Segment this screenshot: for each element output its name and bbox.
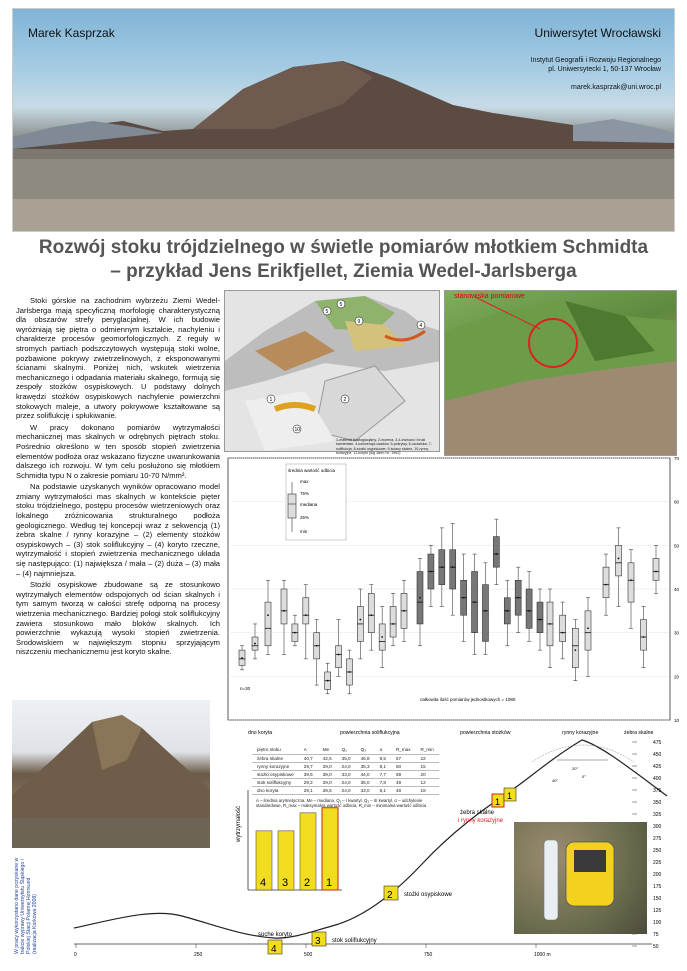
terrain-label: stanowiska pomiarowe: [454, 293, 525, 300]
zone-marker-1b: [504, 788, 516, 801]
table-cell: 12: [416, 778, 439, 786]
table-cell: 35,0: [337, 754, 356, 762]
svg-text:4: 4: [419, 323, 423, 329]
n-label: n=30: [240, 686, 251, 691]
table-header-cell: σ: [375, 746, 391, 754]
zone-marker-4: [268, 940, 282, 955]
table-cell: 29,2: [299, 778, 318, 786]
svg-text:5: 5: [325, 309, 329, 315]
paragraph: Na podstawie uzyskanych wyników opracowano model zmiany wytrzymałości mas skalnych w kontekście pięter stoku trójdzielnego, postępu procesów wietrzeniowych oraz lokalnego zróżnicowania strukturalnego podłoża geologicznego. Według tej koncepcji wraz z sekwencją (1) żebra skalne / rynny korazyjne – (2) elementy stożków osypiskowych – (3) stok soliflukcyjny – (4) koryto rzeczne, wytrzymałość i stopień zwietrzenia mechanicznego układa się następująco: (1) największa / mała – (2) duża – (3) mała – (4) najmniejsza.: [16, 482, 220, 578]
table-cell: 33,0: [356, 786, 375, 794]
university-name: Uniwersytet Wrocławski: [534, 26, 661, 40]
author-email: marek.kasprzak@uni.wroc.pl: [571, 84, 661, 91]
stats-footnote: A – średnia arytmetyczna, Me – mediana, Q₁ – I kwartyl, Q₃ – III kwartyl, σ – odchylenie standardowe, R_max – maksymalna wartość odbicia, R_min – minimalna wartość odbicia: [256, 798, 427, 809]
strength-bar-label: 1: [326, 877, 333, 889]
profile-y-tick: 100: [653, 920, 662, 926]
table-cell: 28,5: [318, 786, 337, 794]
table-cell: 50: [391, 762, 416, 770]
body-text: [16, 296, 220, 659]
strength-bar-label: 4: [260, 877, 267, 889]
table-header-cell: A: [299, 746, 318, 754]
street-address: pl. Uniwersytecki 1, 50-137 Wrocław: [548, 66, 661, 73]
group-label: powierzchnia stożków: [460, 730, 511, 736]
box-plot-chart: [220, 452, 683, 742]
mountain-illustration: [13, 9, 675, 232]
group-label: żebra skalne: [624, 730, 654, 736]
zone1b-label: i rynny korazyjne: [458, 818, 504, 824]
legend-q25: 25%: [300, 515, 310, 520]
profile-x-tick: 750: [424, 952, 433, 958]
table-cell: 33,0: [337, 770, 356, 778]
legend-median: mediana: [300, 502, 318, 507]
table-row: [252, 762, 439, 770]
compass-angle: 40°: [552, 778, 559, 783]
svg-text:2: 2: [387, 890, 393, 901]
table-header-cell: piętro stoku: [252, 746, 299, 754]
table-cell: dno koryta: [252, 786, 299, 794]
table-cell: żebra skalne: [252, 754, 299, 762]
table-cell: 59: [391, 770, 416, 778]
table-header-cell: Q₁: [337, 746, 356, 754]
table-row: [252, 770, 439, 778]
stats-table: [252, 746, 439, 795]
y-tick-label: 40: [674, 587, 680, 592]
table-cell: 40,7: [299, 754, 318, 762]
profile-x-tick: 500: [304, 952, 313, 958]
table-cell: 18: [416, 786, 439, 794]
y-tick-label: 10: [674, 718, 680, 723]
table-cell: 24,0: [337, 778, 356, 786]
table-cell: 24,0: [337, 786, 356, 794]
profile-y-tick: 225: [653, 860, 662, 866]
profile-y-tick: 325: [653, 812, 662, 818]
group-label: powierzchnia soliflukcyjna: [340, 730, 400, 736]
profile-y-tick: 375: [653, 788, 662, 794]
institute-name: Instytut Geografii i Rozwoju Regionalnego: [530, 57, 661, 64]
table-row: [252, 754, 439, 762]
profile-y-tick: 400: [653, 776, 662, 782]
table-cell: 39,5: [299, 770, 318, 778]
table-cell: 48: [391, 786, 416, 794]
profile-x-tick: 1000 m: [534, 952, 551, 958]
table-cell: 29,7: [299, 762, 318, 770]
y-tick-label: 70: [674, 456, 680, 461]
geomorphological-diagram: [224, 290, 440, 452]
table-header-cell: R_max: [391, 746, 416, 754]
table-cell: 20: [416, 770, 439, 778]
profile-y-tick: 75: [653, 932, 659, 938]
chart-legend: [286, 464, 346, 540]
profile-x-tick: 0: [74, 952, 77, 958]
zone4-label: suche koryto: [258, 932, 293, 938]
title-line-1: Rozwój stoku trójdzielnego w świetle pomiarów młotkiem Schmidta: [38, 237, 649, 258]
profile-y-tick: 350: [653, 800, 662, 806]
table-cell: 29,1: [299, 786, 318, 794]
profile-y-tick: 150: [653, 896, 662, 902]
svg-text:1: 1: [495, 797, 501, 807]
terrain-model: [444, 290, 677, 456]
y-tick-label: 30: [674, 630, 680, 636]
table-cell: rynny korazyjne: [252, 762, 299, 770]
zone-marker-3: [312, 932, 326, 947]
credit-note: [14, 856, 74, 954]
credit-text: W pracy wykorzystano dane pozyskane w trakcie wyprawy Uniwersytetu Śląskiego i Polskiej Stacji Polarnej Hornsund (realizacja Korkowa 2008): [14, 857, 38, 954]
table-cell: 7,8: [375, 778, 391, 786]
table-header-row: [252, 746, 439, 754]
table-cell: 24,0: [337, 762, 356, 770]
compass-angle: 20°: [572, 766, 579, 771]
table-cell: 8,5: [375, 754, 391, 762]
table-row: [252, 778, 439, 786]
table-cell: 15: [416, 762, 439, 770]
table-header-cell: Me: [318, 746, 337, 754]
table-cell: 46,8: [356, 754, 375, 762]
y-tick-label: 50: [674, 543, 680, 549]
profile-y-tick: 175: [653, 884, 662, 890]
profile-y-tick: 200: [653, 872, 662, 878]
diagram-caption: 1-materiał fluwioglacjalny, 2-morena, 3-4-żwirowo i bruki kamieniste, 4-konwencja osadów, 5-pokrywy, 6-osuwiska, 7-soliflukcja, 8-stożki osypiskowe, 9-ściany skalne, 10-rynny korazyjne, 11-koryto (wg Jahn i in. 1962): [336, 438, 432, 456]
strength-bar-label: 3: [282, 877, 289, 889]
table-cell: 7,7: [375, 770, 391, 778]
zone-marker-2: [384, 886, 398, 901]
table-cell: 44,0: [356, 770, 375, 778]
schmidt-hammer-photo: [514, 822, 647, 934]
profile-y-tick: 450: [653, 752, 662, 758]
table-row: [252, 786, 439, 794]
table-cell: 22: [416, 754, 439, 762]
legend-min: min: [300, 529, 308, 534]
table-cell: 35,3: [356, 762, 375, 770]
compass-angle: 0°: [582, 774, 586, 779]
table-cell: 35,0: [356, 778, 375, 786]
y-tick-label: 20: [674, 674, 680, 680]
svg-text:5: 5: [339, 302, 343, 308]
author-name: Marek Kasprzak: [28, 26, 115, 40]
legend-q75: 75%: [300, 491, 310, 496]
group-label: rynny korazyjne: [562, 730, 599, 736]
legend-title: średnia wartość odbicia: [288, 468, 336, 473]
legend-max: max: [300, 479, 309, 484]
profile-y-tick: 250: [653, 848, 662, 854]
zone3-label: stok soliflukcyjny: [332, 938, 377, 944]
table-cell: 57: [391, 754, 416, 762]
zone1-label: żebra skalne: [460, 810, 495, 816]
svg-text:2: 2: [343, 397, 347, 403]
paragraph: Stożki osypiskowe zbudowane są ze stosunkowo wytrzymałych elementów odspojonych od ścian skalnych i tym samym tworzą w całości strefę odporną na procesy wietrzenia mechanicznego. Bardziej połogi stok soliflukcyjny zawiera stosunkowo mało bloków skalnych. Ich powierzchnie wykazują wysoki stopień zwietrzenia. Środowiskiem w największym stopniu sprzyjającym niszczeniu mechanicznemu jest koryto skalne.: [16, 580, 220, 657]
total-label: całkowita ilość pomiarów jednostkowych = 1080: [420, 697, 516, 702]
profile-y-tick: 300: [653, 824, 662, 830]
zone-marker-1a: [492, 794, 504, 807]
profile-y-tick: 475: [653, 740, 662, 746]
table-cell: stożki osypiskowe: [252, 770, 299, 778]
table-cell: 39,0: [318, 770, 337, 778]
svg-text:3: 3: [315, 936, 321, 947]
mini-bar-ylabel: wytrzymałość: [236, 805, 242, 842]
profile-y-tick: 50: [653, 944, 659, 950]
profile-x-tick: 250: [194, 952, 203, 958]
zone2-label: stożki osypiskowe: [404, 892, 453, 898]
profile-y-tick: 425: [653, 764, 662, 770]
table-cell: 29,0: [318, 762, 337, 770]
institute-address: [531, 56, 661, 74]
table-header-cell: R_min: [416, 746, 439, 754]
svg-text:1: 1: [507, 791, 513, 801]
svg-text:9: 9: [357, 319, 361, 325]
paragraph: Stoki górskie na zachodnim wybrzeżu Ziemi Wedel-Jarlsberga mają specyficzną morfologię charakterystyczną dla obszarów strefy peryglacjalnej. W ich budowie wyróżniają się piętra o odmiennym kształcie, nachyleniu i charakterze procesów geomorfologicznych. Z reguły w stromych partiach podszczytowych występują stoki wolne, pozbawione pokrywy zwietrzelinowych, z eksponowanymi ścianami skalnymi. Poniżej nich, wskutek wietrzenia mechanicznego i odpadania materiału skalnego, formują się zespoły stożków osypiskowych. U podstawy dolnych krawędzi stożków osypiskowych nachylenie powierzchni stokowych maleje, a utwory pokrywowe kształtowane są przez soliflukcję i spłukiwanie.: [16, 296, 220, 421]
table-header-cell: Q₃: [356, 746, 375, 754]
group-label: dno koryta: [248, 730, 273, 736]
table-cell: 6,1: [375, 786, 391, 794]
paragraph: W pracy dokonano pomiarów wytrzymałości mechanicznej mas skalnych w odrębnych piętrach stoku. Pośrednio określono w ten sposób stopień zwietrzenia elementów podłoża oraz wskazano fizyczne uwarunkowania dalszego ich rozwoju. W tym celu posłużono się młotkiem Schmidta typu N o zakresie pomiaru 10-70 N/mm².: [16, 422, 220, 480]
table-cell: stok soliflukcyjny: [252, 778, 299, 786]
poster-title: [10, 236, 677, 284]
profile-y-tick: 125: [653, 908, 662, 914]
svg-text:4: 4: [271, 944, 277, 955]
svg-text:1: 1: [269, 397, 273, 403]
table-cell: 42,5: [318, 754, 337, 762]
table-cell: 8,1: [375, 762, 391, 770]
table-cell: 29,0: [318, 778, 337, 786]
header-photo: [12, 8, 675, 232]
table-cell: 49: [391, 778, 416, 786]
y-tick-label: 60: [674, 499, 680, 505]
profile-y-tick: 275: [653, 836, 662, 842]
svg-text:10: 10: [294, 427, 301, 433]
title-line-2: – przykład Jens Erikfjellet, Ziemia Wedel-Jarlsberga: [110, 261, 577, 282]
strength-bar-label: 2: [304, 877, 311, 889]
